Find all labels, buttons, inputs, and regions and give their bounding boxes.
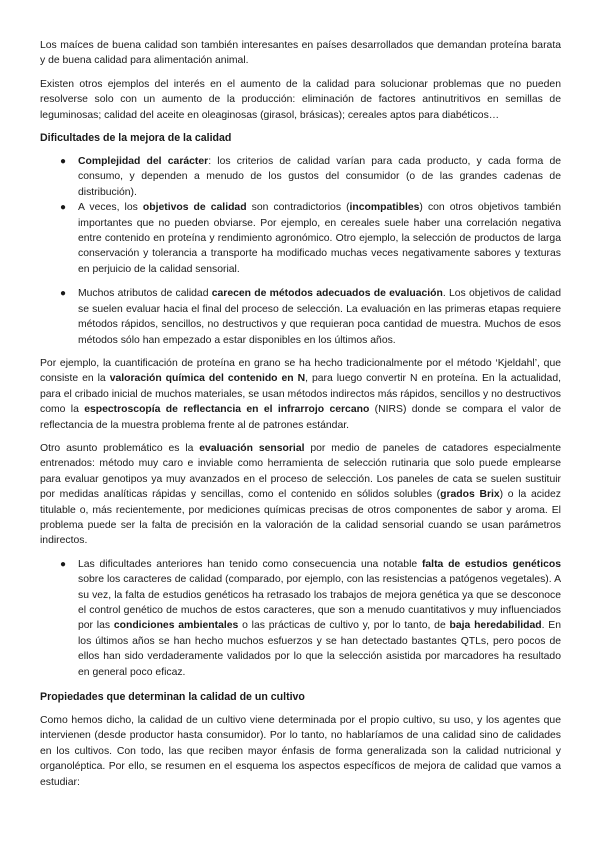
- list-item-text: son contradictorios (: [246, 202, 350, 214]
- text-run: (NIRS) donde se compara el valor de reflectancia de la muestra problema frente al de patrones estándar.: [40, 404, 561, 431]
- text-run: , para luego convertir N en proteína. En la actualidad, para el cribado inicial de muchos materiales, se usan métodos indirectos más rápidos, sencillos y no destructivos como la: [40, 373, 561, 416]
- document-page: [40, 38, 561, 798]
- bold-term: espectroscopía de reflectancia en el infrarrojo cercano: [84, 404, 370, 416]
- bold-term: valoración química del contenido en N: [109, 373, 306, 385]
- text-run: Otro asunto problemático es la: [40, 442, 200, 454]
- list-item-text: A veces, los: [78, 202, 143, 214]
- bold-term: carecen de métodos adecuados de evaluación: [211, 288, 443, 300]
- bold-term: condiciones ambientales: [113, 620, 239, 632]
- bold-term: evaluación sensorial: [199, 442, 305, 454]
- list-item: [40, 154, 561, 200]
- bullet-icon: ●: [60, 156, 67, 168]
- text-run: sobre los caracteres de calidad (comparado, por ejemplo, con las resistencias a patógenos vegetales). A su vez, la falta de estudios genéticos ha retrasado los trabajos de mejora genética ya que se desconoce el control genético de muchos de estos caracteres, que son a menudo cuantitativos y muy influenciados por las: [78, 574, 561, 632]
- list-item-text: . Los objetivos de calidad se suelen evaluar hacia el final del proceso de selección. La evaluación en las primeras etapas requiere métodos rápidos, sencillos, no destructivos y que requieran poca cantidad de muestra. Muchos de esos métodos sólo han empezado a estar disponibles en los últimos años.: [78, 288, 561, 346]
- text-run: . En los últimos años se han hecho muchos esfuerzos y se han detectado bastantes QTLs, pero pocos de ellos han sido verdaderamente validados por lo que la selección asistida por marcadores ha resultado en general poco eficaz.: [78, 620, 561, 678]
- bullet-icon: ●: [60, 288, 67, 300]
- paragraph-summary: Como hemos dicho, la calidad de un cultivo viene determinada por el propio cultivo, su uso, y los agentes que intervienen (desde productor hasta consumidor). Por lo tanto, no hablaríamos de una calidad sino de calidades en los cultivos. Con todo, las que reciben mayor énfasis de forma generalizada son la calidad nutricional y organoléptica. Por ello, se resumen en el esquema los aspectos específicos de mejora de calidad que vamos a estudiar:: [40, 715, 561, 788]
- bullet-icon: ●: [60, 202, 67, 214]
- paragraph-kjeldahl: [40, 356, 561, 433]
- paragraph-maize: Los maíces de buena calidad son también interesantes en países desarrollados que demandan proteína barata y de buena calidad para alimentación animal.: [40, 40, 561, 67]
- paragraph-other-examples: Existen otros ejemplos del interés en el aumento de la calidad para solucionar problemas que no pueden resolverse solo con un aumento de la producción: eliminación de factores antinutritivos en semillas de leguminosas; calidad del aceite en oleaginosas (girasol, brásicas); cereales aptos para diabéticos…: [40, 78, 561, 121]
- list-item-text: Muchos atributos de calidad: [78, 288, 212, 300]
- bold-term: objetivos de calidad: [142, 202, 247, 214]
- text-run: por medio de paneles de catadores especialmente entrenados: método muy caro e inviable como herramienta de selección rutinaria que solo puede emplearse para evaluar genotipos ya muy avanzados en el proceso de selección. Los paneles de cata se suelen sustituir por medidas analíticas rápidas y sencillas, como el contenido en sólidos solubles (: [40, 442, 561, 501]
- heading-properties: Propiedades que determinan la calidad de un cultivo: [40, 691, 305, 704]
- list-item-text: ) con otros objetivos también importantes que no pueden obviarse. Por ejemplo, en cereales suele haber una correlación negativa entre contenido en proteína y rendimiento agronómico. Otro ejemplo, la selección de productos de larga conservación y tolerancia a transporte ha modificado muchas veces negativamente sabores y texturas en perjuicio de la calidad sensorial.: [78, 202, 561, 275]
- bold-term: Complejidad del carácter: [78, 156, 209, 168]
- difficulties-list: [40, 154, 561, 348]
- text-run: Las dificultades anteriores han tenido como consecuencia una notable: [78, 558, 422, 570]
- bullet-icon: ●: [60, 558, 67, 570]
- list-item-text: : los criterios de calidad varían para cada producto, y cada forma de consumo, y dependen a menudo de los gustos del consumidor (o de las grandes cadenas de distribución).: [78, 156, 561, 198]
- text-run: o las prácticas de cultivo y, por lo tanto, de: [238, 620, 450, 632]
- list-item: [40, 200, 561, 277]
- text-run: ) o la acidez titulable o, más recientemente, por mediciones químicas precisas de otros componentes de sabor y aroma. El problema puede ser la falta de precisión en la valoración de la calidad sensorial cuando se usan parámetros indirectos.: [40, 489, 561, 547]
- bold-term: baja heredabilidad: [449, 620, 542, 632]
- list-item: [40, 286, 561, 348]
- paragraph-sensory: [40, 441, 561, 549]
- bold-term: falta de estudios genéticos: [421, 558, 561, 570]
- bold-term: incompatibles: [349, 202, 420, 214]
- genetic-studies-list: [40, 557, 561, 680]
- bold-term: grados Brix: [440, 489, 500, 501]
- list-item: [40, 557, 561, 680]
- heading-difficulties: Dificultades de la mejora de la calidad: [40, 132, 232, 145]
- text-run: Por ejemplo, la cuantificación de proteína en grano se ha hecho tradicionalmente por el método ‘Kjeldahl’, que consiste en la: [40, 357, 561, 385]
